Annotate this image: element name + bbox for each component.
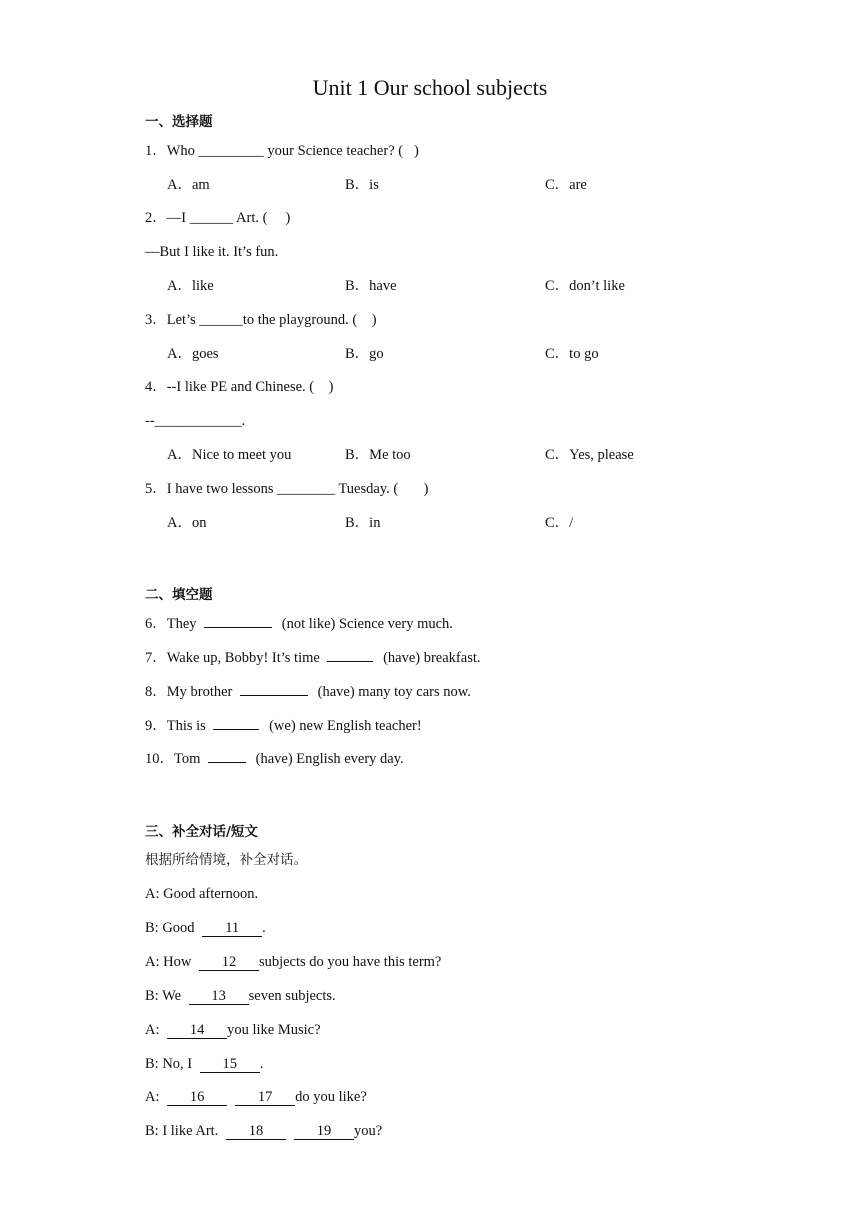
question-2-reply: —But I like it. It’s fun. <box>145 244 279 260</box>
question-4-option-a: A．Nice to meet you <box>167 447 292 463</box>
fill-item-10 <box>145 750 404 768</box>
question-1-option-c: C．are <box>545 177 587 193</box>
blank-16: 16 <box>167 1090 227 1106</box>
dialogue-line-5-after: you like Music? <box>227 1022 321 1038</box>
fill-item-8-after: (have) many toy cars now. <box>314 684 471 700</box>
fill-item-7-blank <box>327 661 373 662</box>
question-1-stem: 1．Who _________ your Science teacher? ( ) <box>145 143 419 159</box>
question-4-option-c: C．Yes, please <box>545 447 634 463</box>
dialogue-line-3 <box>145 953 441 971</box>
blank-14: 14 <box>167 1023 227 1039</box>
dialogue-line-6-after: . <box>259 1056 264 1072</box>
blank-17: 17 <box>235 1090 295 1106</box>
dialogue-line-3-after: subjects do you have this term? <box>258 954 442 970</box>
dialogue-line-6-before: B: No, I <box>145 1056 196 1072</box>
dialogue-line-4-before: B: We <box>145 988 185 1004</box>
question-1-option-a: A．am <box>167 177 210 193</box>
fill-item-8-before: 8．My brother <box>145 684 237 700</box>
question-1-option-b: B．is <box>345 177 379 193</box>
fill-item-6-after: (not like) Science very much. <box>278 616 453 632</box>
question-3-option-b: B．go <box>345 346 384 362</box>
fill-item-7-after: (have) breakfast. <box>379 650 481 666</box>
fill-item-9-after: (we) new English teacher! <box>265 718 422 734</box>
dialogue-line-3-before: A: How <box>145 954 195 970</box>
fill-item-10-blank <box>208 762 246 763</box>
blank-11: 11 <box>202 921 262 937</box>
question-5-option-b: B．in <box>345 515 381 531</box>
question-4-option-b: B．Me too <box>345 447 411 463</box>
question-5-option-a: A．on <box>167 515 207 531</box>
dialogue-line-5 <box>145 1021 321 1039</box>
dialogue-instruction: 根据所给情境，补全对话。 <box>145 852 307 868</box>
fill-item-10-after: (have) English every day. <box>252 751 404 767</box>
blank-12: 12 <box>199 955 259 971</box>
question-3-option-c: C．to go <box>545 346 599 362</box>
dialogue-line-5-before: A: <box>145 1022 164 1038</box>
fill-item-6-blank <box>204 627 272 628</box>
dialogue-line-2-after: . <box>262 920 266 936</box>
blank-15: 15 <box>200 1057 260 1073</box>
section-heading-fill-blank: 二、填空题 <box>145 587 213 603</box>
dialogue-line-6 <box>145 1055 263 1073</box>
dialogue-line-8-before: B: I like Art. <box>145 1123 222 1139</box>
fill-item-9 <box>145 717 422 735</box>
question-4-stem: 4．--I like PE and Chinese. ( ) <box>145 379 334 395</box>
fill-item-8-blank <box>240 695 308 696</box>
fill-item-6-before: 6．They <box>145 616 201 632</box>
question-2-option-b: B．have <box>345 278 397 294</box>
section-heading-dialogue: 三、补全对话/短文 <box>145 824 258 840</box>
dialogue-line-4 <box>145 987 336 1005</box>
blank-13: 13 <box>189 989 249 1005</box>
dialogue-line-8 <box>145 1122 382 1140</box>
question-5-option-c: C．/ <box>545 515 574 531</box>
fill-item-9-before: 9．This is <box>145 718 210 734</box>
dialogue-line-7-after: do you like? <box>295 1089 367 1105</box>
question-4-reply: --____________. <box>145 413 246 429</box>
dialogue-line-4-after: seven subjects. <box>248 988 336 1004</box>
dialogue-line-1: A: Good afternoon. <box>145 886 259 902</box>
blank-18: 18 <box>226 1124 286 1140</box>
question-3-option-a: A．goes <box>167 346 219 362</box>
dialogue-line-7-before: A: <box>145 1089 164 1105</box>
fill-item-9-blank <box>213 729 259 730</box>
question-5-stem: 5．I have two lessons ________ Tuesday. ( ) <box>145 481 429 497</box>
fill-item-7-before: 7．Wake up, Bobby! It’s time <box>145 650 324 666</box>
fill-item-6 <box>145 615 453 633</box>
fill-item-8 <box>145 683 471 701</box>
section-heading-choice: 一、选择题 <box>145 114 213 130</box>
dialogue-line-8-after: you? <box>353 1123 383 1139</box>
question-2-stem: 2．—I ______ Art. ( ) <box>145 210 291 226</box>
question-3-stem: 3．Let’s ______to the playground. ( ) <box>145 312 377 328</box>
question-2-option-a: A．like <box>167 278 214 294</box>
fill-item-10-before: 10．Tom <box>145 751 204 767</box>
dialogue-line-2-before: B: Good <box>145 920 199 936</box>
question-2-option-c: C．don’t like <box>545 278 625 294</box>
dialogue-line-7 <box>145 1088 367 1106</box>
page-title: Unit 1 Our school subjects <box>312 75 548 100</box>
blank-19: 19 <box>294 1124 354 1140</box>
fill-item-7 <box>145 649 481 667</box>
dialogue-line-2 <box>145 919 266 937</box>
